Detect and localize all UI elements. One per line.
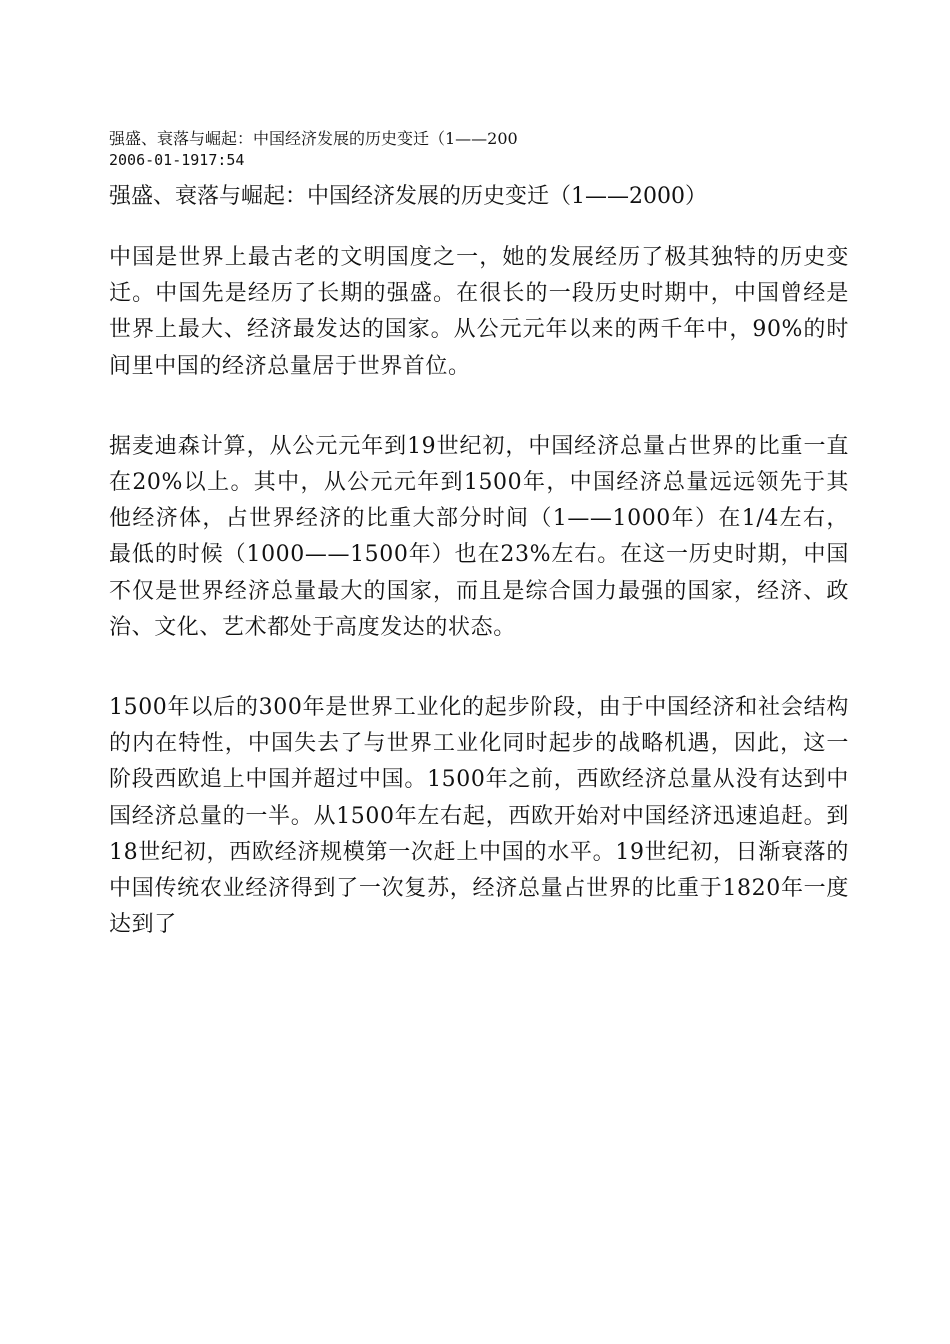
- paragraph-1: 中国是世界上最古老的文明国度之一，她的发展经历了极其独特的历史变迁。中国先是经历了长期的强盛。在很长的一段历史时期中，中国曾经是世界上最大、经济最发达的国家。从公元元年以来的两千年中，90%的时间里中国的经济总量居于世界首位。: [109, 245, 849, 379]
- article-title: 强盛、衰落与崛起：中国经济发展的历史变迁（1——2000）: [109, 184, 707, 209]
- paragraph-2: 据麦迪森计算，从公元元年到19世纪初，中国经济总量占世界的比重一直在20%以上。其中，从公元元年到1500年，中国经济总量远远领先于其他经济体，占世界经济的比重大部分时间（1——1000年）在1/4左右，最低的时候（1000——1500年）也在23%左右。在这一历史时期，中国不仅是世界经济总量最大的国家，而且是综合国力最强的国家，经济、政治、文化、艺术都处于高度发达的状态。: [109, 433, 849, 640]
- document-page: [109, 128, 849, 987]
- source-title: 强盛、衰落与崛起：中国经济发展的历史变迁（1——200: [109, 129, 518, 148]
- timestamp: 2006-01-1917:54: [109, 151, 245, 169]
- paragraph-3: 1500年以后的300年是世界工业化的起步阶段，由于中国经济和社会结构的内在特性，中国失去了与世界工业化同时起步的战略机遇，因此，这一阶段西欧追上中国并超过中国。1500年之前，西欧经济总量从没有达到中国经济总量的一半。从1500年左右起，西欧开始对中国经济迅速追赶。到18世纪初，西欧经济规模第一次赶上中国的水平。19世纪初，日渐衰落的中国传统农业经济得到了一次复苏，经济总量占世界的比重于1820年一度达到了: [109, 695, 849, 938]
